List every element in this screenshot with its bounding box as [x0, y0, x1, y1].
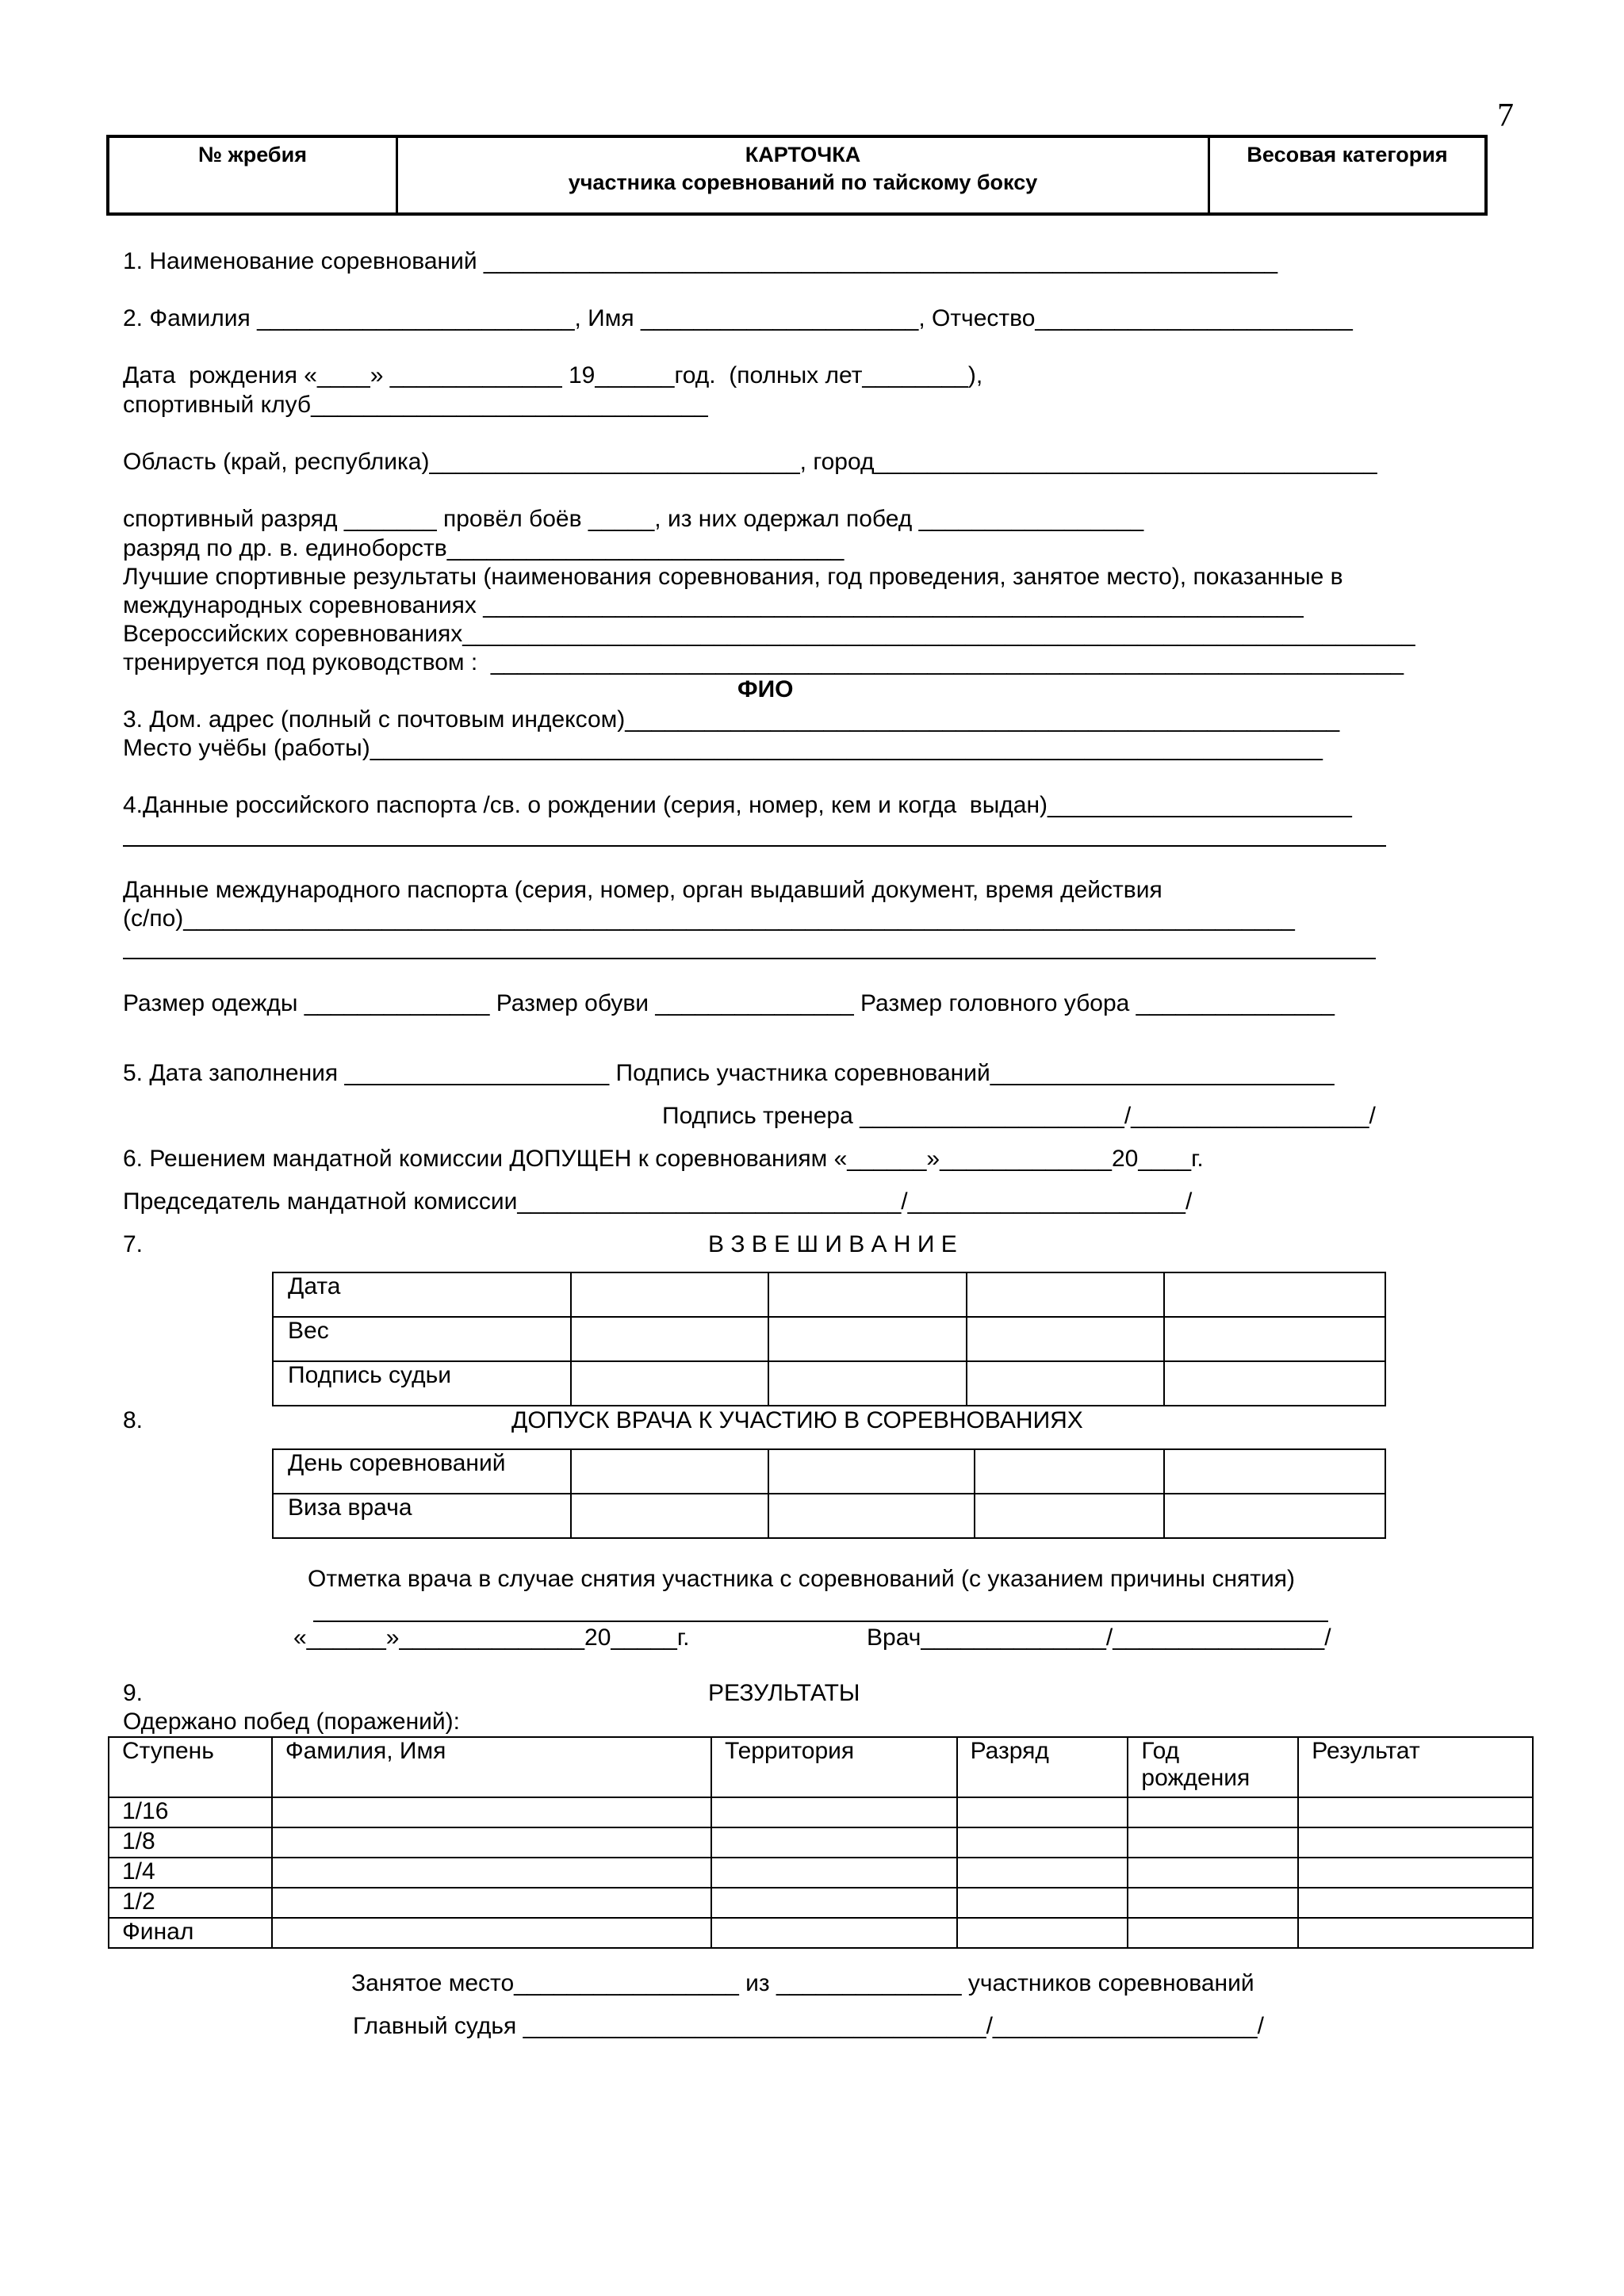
- weighing-section-number: 7.: [123, 1231, 144, 1257]
- card-title: КАРТОЧКА: [745, 143, 861, 166]
- stage-label: 1/2: [109, 1888, 272, 1918]
- intl-passport-label: Данные международного паспорта (серия, номер, орган выдавший документ, время действия: [123, 877, 1162, 903]
- result-cell[interactable]: [1128, 1797, 1298, 1827]
- table-row: [273, 1361, 1385, 1406]
- medical-cell[interactable]: [571, 1449, 769, 1494]
- fio-caption: ФИО: [737, 676, 794, 702]
- doctor-date-field[interactable]: «______»______________20_____г.: [293, 1624, 690, 1651]
- sizes-field[interactable]: Размер одежды ______________ Размер обуви _______________ Размер головного убора _______________: [123, 990, 1335, 1016]
- commission-chairman-field[interactable]: Председатель мандатной комиссии_____________________________/_____________________/: [123, 1188, 1193, 1215]
- results-header-result: Результат: [1298, 1737, 1533, 1797]
- table-row: [109, 1797, 1533, 1827]
- result-cell[interactable]: [1128, 1888, 1298, 1918]
- weighing-cell[interactable]: [1164, 1361, 1385, 1406]
- stage-label: 1/8: [109, 1827, 272, 1858]
- weight-category-cell: [1210, 138, 1484, 212]
- medical-table: [272, 1448, 1386, 1539]
- weighing-cell[interactable]: [768, 1361, 967, 1406]
- table-row: [109, 1918, 1533, 1948]
- page-number: 7: [1497, 98, 1514, 134]
- doctor-note-label: Отметка врача в случае снятия участника с соревнований (с указанием причины снятия): [308, 1566, 1295, 1592]
- stage-label: Финал: [109, 1918, 272, 1948]
- region-city-field[interactable]: Область (край, республика)____________________________, город______________________________________: [123, 449, 1377, 475]
- result-cell[interactable]: [1128, 1918, 1298, 1948]
- table-row: [109, 1888, 1533, 1918]
- rank-fights-field[interactable]: спортивный разряд _______ провёл боёв _____, из них одержал побед _________________: [123, 506, 1144, 532]
- result-cell[interactable]: [957, 1888, 1128, 1918]
- result-cell[interactable]: [272, 1858, 711, 1888]
- result-cell[interactable]: [957, 1797, 1128, 1827]
- weighing-cell[interactable]: [967, 1361, 1165, 1406]
- international-results-field[interactable]: международных соревнованиях ______________________________________________________________: [123, 592, 1304, 618]
- mandate-commission-field[interactable]: 6. Решением мандатной комиссии ДОПУЩЕН к соревнованиям «______»_____________20____г.: [123, 1146, 1204, 1172]
- weighing-cell[interactable]: [967, 1317, 1165, 1361]
- national-results-field[interactable]: Всероссийских соревнованиях________________________________________________________________________: [123, 621, 1415, 647]
- weighing-cell[interactable]: [967, 1272, 1165, 1317]
- medical-cell[interactable]: [768, 1449, 975, 1494]
- fill-date-signature-field[interactable]: 5. Дата заполнения ____________________ Подпись участника соревнований__________________________: [123, 1060, 1335, 1086]
- weighing-cell[interactable]: [571, 1317, 769, 1361]
- weighing-cell[interactable]: [768, 1272, 967, 1317]
- weighing-row-label: Подпись судьи: [273, 1361, 571, 1406]
- results-header-rank: Разряд: [957, 1737, 1128, 1797]
- draw-number-label: № жребия: [198, 143, 307, 166]
- medical-row-label: Виза врача: [273, 1494, 571, 1538]
- card-header: [106, 135, 1488, 216]
- table-row: [273, 1317, 1385, 1361]
- weighing-row-label: Вес: [273, 1317, 571, 1361]
- coach-field[interactable]: тренируется под руководством : _____________________________________________________________________: [123, 649, 1404, 675]
- result-cell[interactable]: [1298, 1797, 1533, 1827]
- card-title-cell: [398, 138, 1210, 212]
- weighing-cell[interactable]: [571, 1272, 769, 1317]
- results-header-territory: Территория: [711, 1737, 957, 1797]
- medical-cell[interactable]: [975, 1449, 1165, 1494]
- result-cell[interactable]: [711, 1797, 957, 1827]
- doctor-note-line[interactable]: [313, 1621, 1328, 1622]
- draw-number-cell: [109, 138, 398, 212]
- stage-label: 1/16: [109, 1797, 272, 1827]
- weighing-cell[interactable]: [1164, 1317, 1385, 1361]
- result-cell[interactable]: [1298, 1858, 1533, 1888]
- table-row: [109, 1827, 1533, 1858]
- medical-cell[interactable]: [1164, 1494, 1385, 1538]
- result-cell[interactable]: [711, 1827, 957, 1858]
- medical-cell[interactable]: [975, 1494, 1165, 1538]
- medical-title: ДОПУСК ВРАЧА К УЧАСТИЮ В СОРЕВНОВАНИЯХ: [511, 1407, 1083, 1433]
- intl-passport-continuation-line: [123, 958, 1376, 959]
- passport-field[interactable]: 4.Данные российского паспорта /св. о рождении (серия, номер, кем и когда выдан)_______________________: [123, 792, 1352, 818]
- results-header-name: Фамилия, Имя: [272, 1737, 711, 1797]
- results-header-row: [109, 1737, 1533, 1797]
- table-row: [273, 1272, 1385, 1317]
- birth-date-field[interactable]: Дата рождения «____» _____________ 19______год. (полных лет________),: [123, 362, 983, 388]
- medical-cell[interactable]: [571, 1494, 769, 1538]
- other-martial-arts-field[interactable]: разряд по др. в. единоборств______________________________: [123, 535, 845, 561]
- weighing-cell[interactable]: [1164, 1272, 1385, 1317]
- wins-losses-label: Одержано побед (поражений):: [123, 1709, 460, 1735]
- weighing-cell[interactable]: [768, 1317, 967, 1361]
- results-section-number: 9.: [123, 1680, 144, 1706]
- medical-cell[interactable]: [768, 1494, 975, 1538]
- medical-row-label: День соревнований: [273, 1449, 571, 1494]
- result-cell[interactable]: [1298, 1918, 1533, 1948]
- best-results-label: Лучшие спортивные результаты (наименования соревнования, год проведения, занятое место), показанные в: [123, 564, 1343, 590]
- result-cell[interactable]: [957, 1827, 1128, 1858]
- weight-category-label: Весовая категория: [1247, 143, 1448, 166]
- chief-judge-field[interactable]: Главный судья ___________________________________/____________________/: [353, 2013, 1264, 2039]
- weighing-row-label: Дата: [273, 1272, 571, 1317]
- result-cell[interactable]: [711, 1888, 957, 1918]
- medical-section-number: 8.: [123, 1407, 144, 1433]
- card-subtitle: участника соревнований по тайскому боксу: [568, 170, 1038, 194]
- competition-name-field[interactable]: 1. Наименование соревнований ____________________________________________________________: [123, 248, 1278, 274]
- full-name-fields[interactable]: 2. Фамилия ________________________, Имя _____________________, Отчество________________________: [123, 305, 1353, 331]
- result-cell[interactable]: [1298, 1888, 1533, 1918]
- results-table: [108, 1736, 1534, 1949]
- passport-continuation-line: [123, 845, 1386, 847]
- table-row: [109, 1858, 1533, 1888]
- results-header-stage: Ступень: [109, 1737, 272, 1797]
- result-cell[interactable]: [1128, 1858, 1298, 1888]
- table-row: [273, 1449, 1385, 1494]
- doctor-signature-field[interactable]: Врач______________/________________/: [867, 1624, 1331, 1651]
- study-work-field[interactable]: Место учёбы (работы)________________________________________________________________________: [123, 735, 1323, 761]
- weighing-title: В З В Е Ш И В А Н И Е: [708, 1231, 957, 1257]
- weighing-cell[interactable]: [571, 1361, 769, 1406]
- table-row: [273, 1494, 1385, 1538]
- results-title: РЕЗУЛЬТАТЫ: [708, 1680, 860, 1706]
- result-cell[interactable]: [1298, 1827, 1533, 1858]
- result-cell[interactable]: [957, 1858, 1128, 1888]
- result-cell[interactable]: [272, 1888, 711, 1918]
- result-cell[interactable]: [711, 1918, 957, 1948]
- sports-club-field[interactable]: спортивный клуб______________________________: [123, 392, 708, 418]
- medical-cell[interactable]: [1164, 1449, 1385, 1494]
- result-cell[interactable]: [711, 1858, 957, 1888]
- result-cell[interactable]: [957, 1918, 1128, 1948]
- result-cell[interactable]: [272, 1827, 711, 1858]
- coach-signature-field[interactable]: Подпись тренера ____________________/__________________/: [662, 1103, 1376, 1129]
- place-taken-field[interactable]: Занятое место_________________ из ______________ участников соревнований: [351, 1970, 1254, 1996]
- weighing-table: [272, 1272, 1386, 1406]
- result-cell[interactable]: [1128, 1827, 1298, 1858]
- result-cell[interactable]: [272, 1918, 711, 1948]
- results-header-birth-year: Год рождения: [1128, 1737, 1298, 1797]
- stage-label: 1/4: [109, 1858, 272, 1888]
- home-address-field[interactable]: 3. Дом. адрес (полный с почтовым индексом)______________________________________________________: [123, 706, 1340, 733]
- result-cell[interactable]: [272, 1797, 711, 1827]
- intl-passport-field[interactable]: (с/по)____________________________________________________________________________________: [123, 905, 1295, 932]
